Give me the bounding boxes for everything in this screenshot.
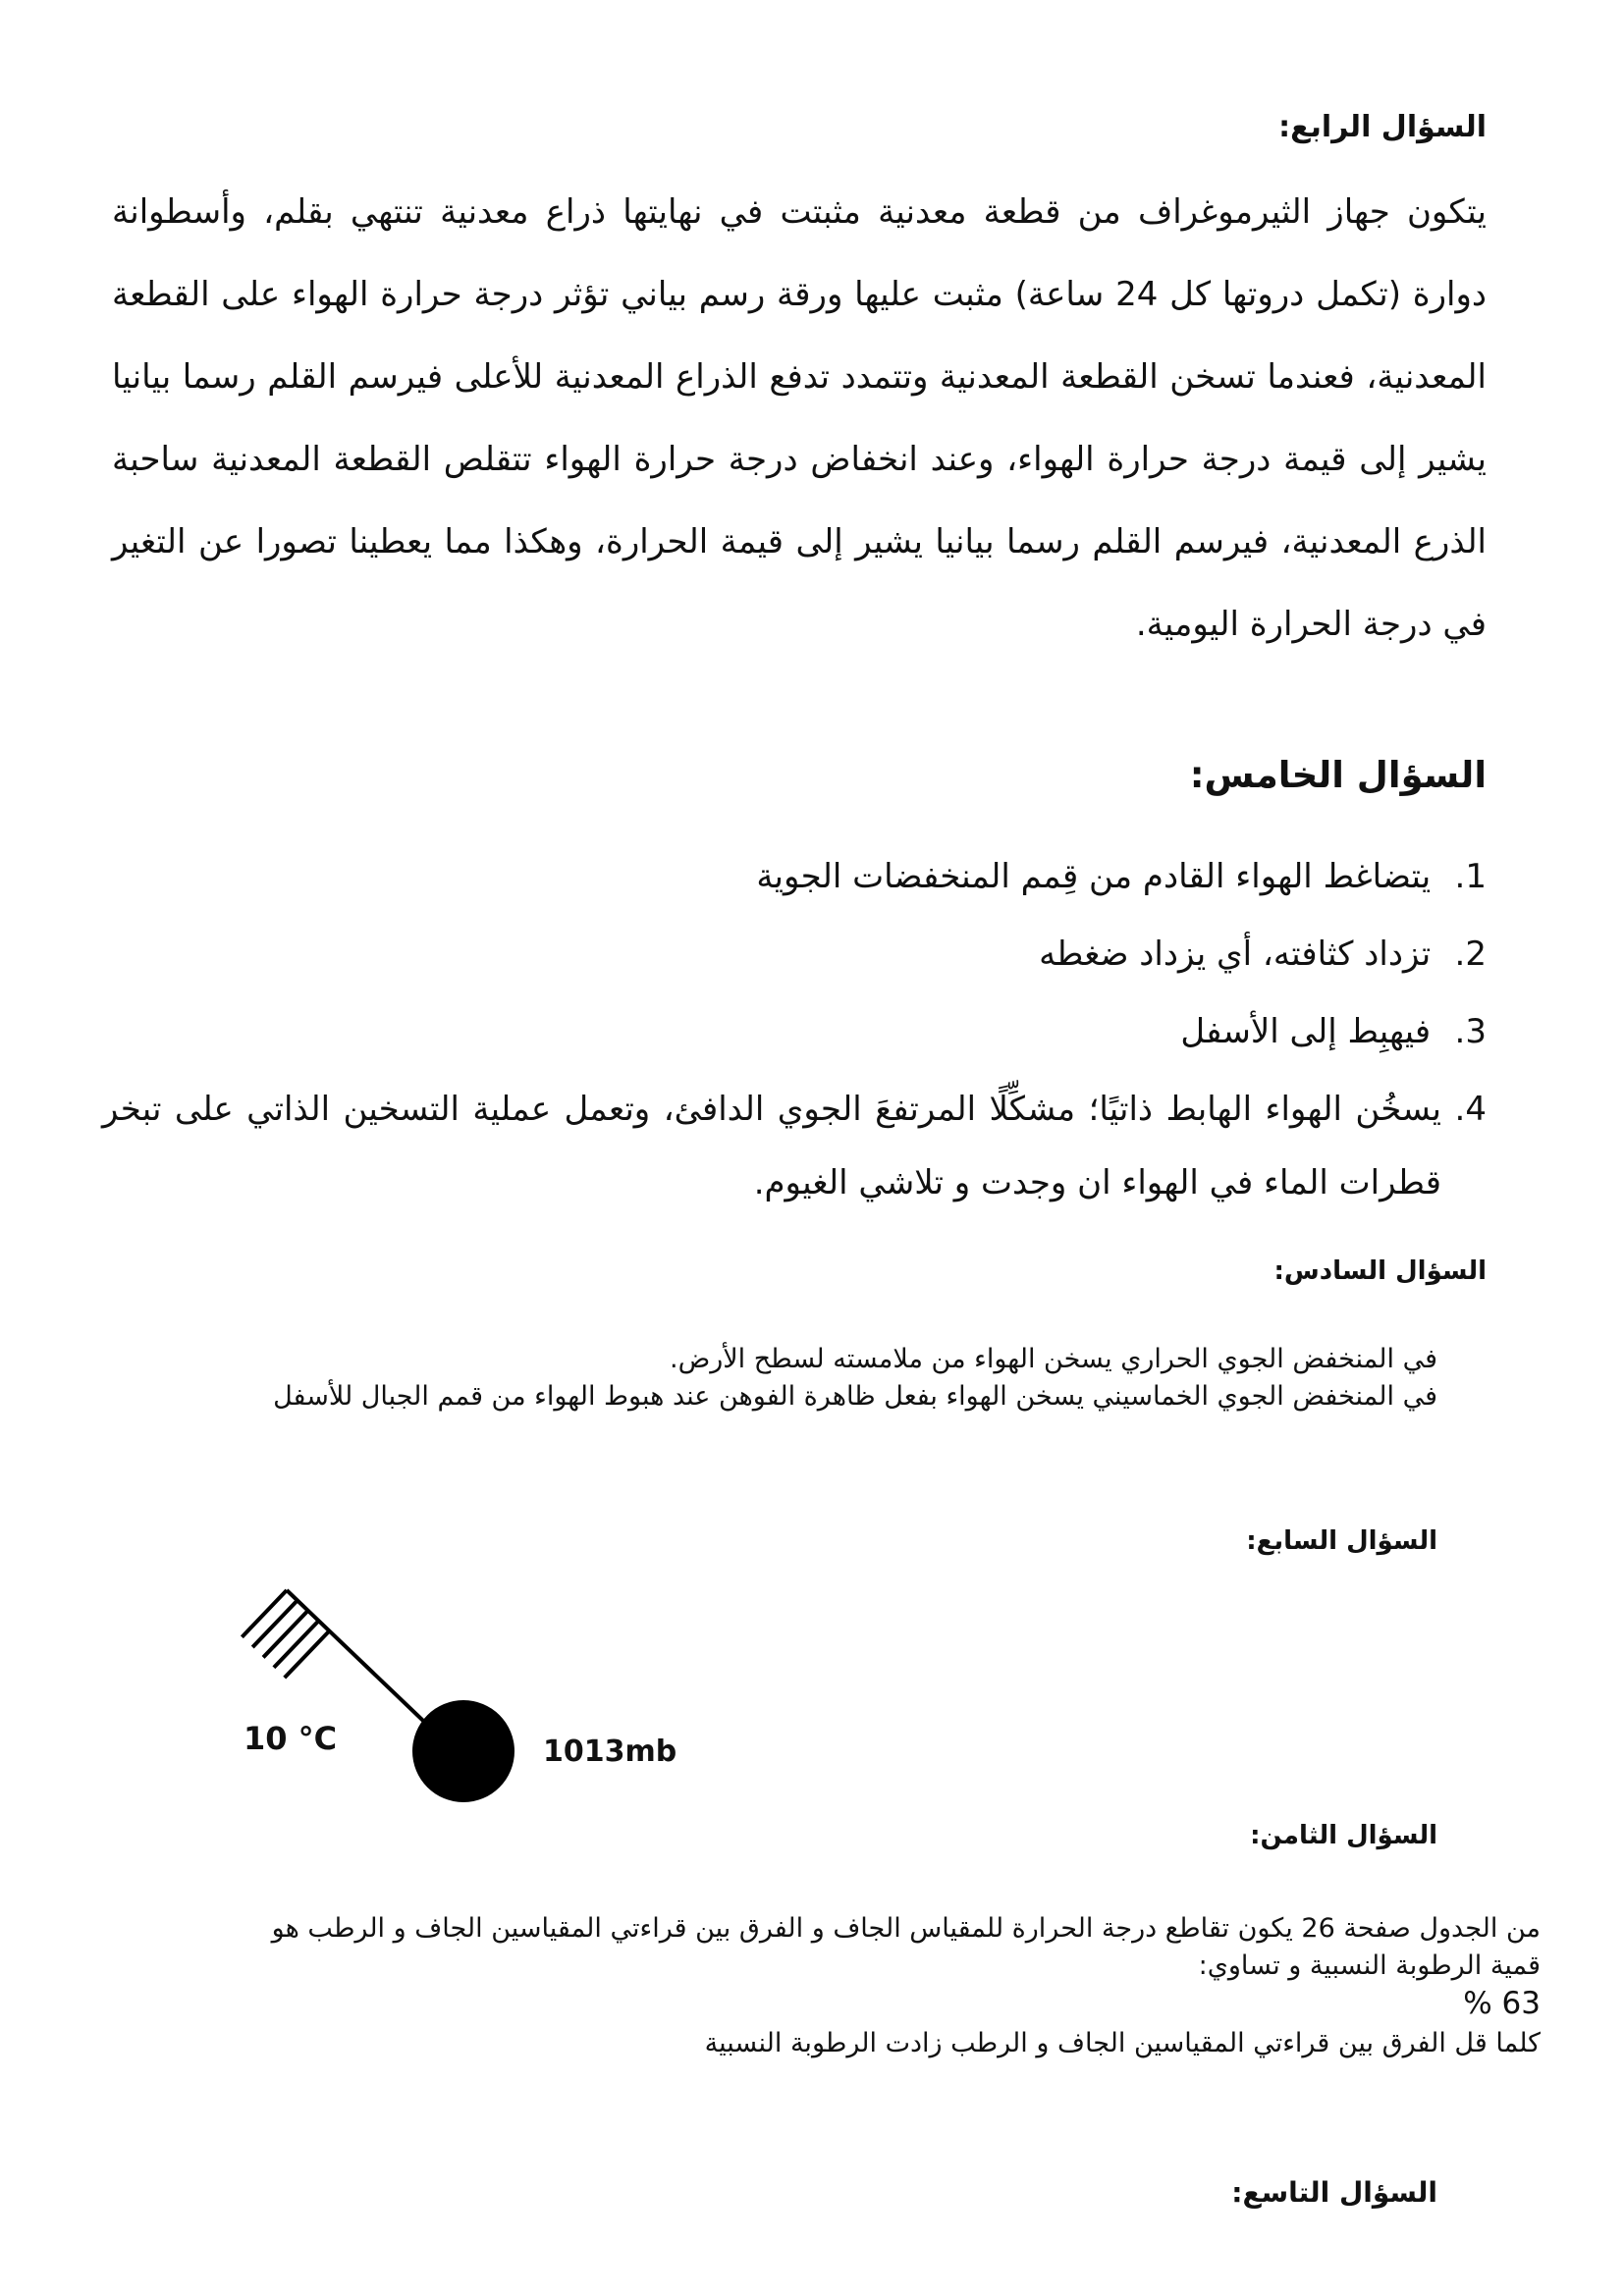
q5-heading: السؤال الخامس:	[1189, 754, 1487, 796]
q4-heading: السؤال الرابع:	[1278, 110, 1487, 144]
wind-barb	[285, 1630, 330, 1678]
list-item-text: فيهبِط إلى الأسفل	[1180, 1012, 1432, 1051]
temperature-label: 10 °C	[244, 1720, 338, 1757]
q6-line-1: في المنخفض الجوي الحراري يسخن الهواء من ملامسته لسطح الأرض.	[670, 1344, 1437, 1374]
wind-barb	[252, 1600, 298, 1647]
wind-shaft	[287, 1590, 444, 1740]
q6-line-2: في المنخفض الجوي الخماسيني يسخن الهواء بفعل ظاهرة الفوهن عند هبوط الهواء من قمم الجبال للأسفل	[273, 1381, 1437, 1412]
wind-barb	[263, 1611, 308, 1658]
pressure-label: 1013mb	[543, 1735, 677, 1769]
list-item-text: يسخُن الهواء الهابط ذاتيًا؛ مشكِّلًا المرتفعَ الجوي الدافئ، وتعمل عملية التسخين الذاتي على تبخر قطرات الماء في الهواء ان وجدت و تلاشي الغيوم.	[102, 1090, 1441, 1202]
q8-line-3: كلما قل الفرق بين قراءتي المقياسين الجاف و الرطب زادت الرطوبة النسبية	[704, 2028, 1541, 2058]
q8-heading: السؤال الثامن:	[1250, 1821, 1437, 1850]
wind-barb	[274, 1621, 319, 1668]
q5-item-2	[102, 918, 1487, 991]
list-item-text: تزداد كثافته، أي يزداد ضغطه	[1039, 934, 1432, 974]
station-circle	[412, 1700, 514, 1802]
wind-barbs	[242, 1590, 329, 1678]
q8-line-1: من الجدول صفحة 26 يكون تقاطع درجة الحرارة للمقياس الجاف و الفرق بين قراءتي المقياسين الجاف و الرطب هو	[271, 1913, 1541, 1944]
q5-item-4	[102, 1073, 1487, 1220]
q5-item-3	[102, 995, 1487, 1069]
q9-heading: السؤال التاسع:	[1231, 2176, 1437, 2209]
q7-heading: السؤال السابع:	[1246, 1526, 1437, 1556]
list-item-text: يتضاغط الهواء القادم من قِمم المنخفضات الجوية	[756, 857, 1432, 896]
weather-station-symbol	[196, 1561, 550, 1816]
q5-item-1	[102, 840, 1487, 914]
list-number: 2.	[1454, 934, 1487, 974]
q8-line-2: قمية الرطوبة النسبية و تساوي:	[1198, 1950, 1541, 1981]
q8-value: 63 %	[1463, 1986, 1541, 2021]
q4-paragraph: يتكون جهاز الثيرموغراف من قطعة معدنية مثبتت في نهايتها ذراع معدنية تنتهي بقلم، وأسطوانة دوارة (تكمل دروتها كل 24 ساعة) مثبت عليها ورقة رسم بياني تؤثر درجة حرارة الهواء على القطعة المعدنية، فعندما تسخن القطعة المعدنية وتتمدد تدفع الذراع المعدنية للأعلى فيرسم القلم رسما بيانيا يشير إلى قيمة درجة حرارة الهواء، وعند انخفاض درجة حرارة الهواء تتقلص القطعة المعدنية ساحبة الذرع المعدنية، فيرسم القلم رسما بيانيا يشير إلى قيمة الحرارة، وهكذا مما يعطينا تصورا عن التغير في درجة الحرارة اليومية.	[112, 192, 1487, 644]
list-number: 3.	[1454, 1012, 1487, 1051]
list-number: 4.	[1454, 1090, 1487, 1129]
wind-barb	[242, 1590, 287, 1637]
list-number: 1.	[1454, 857, 1487, 896]
q6-heading: السؤال السادس:	[1273, 1256, 1487, 1286]
